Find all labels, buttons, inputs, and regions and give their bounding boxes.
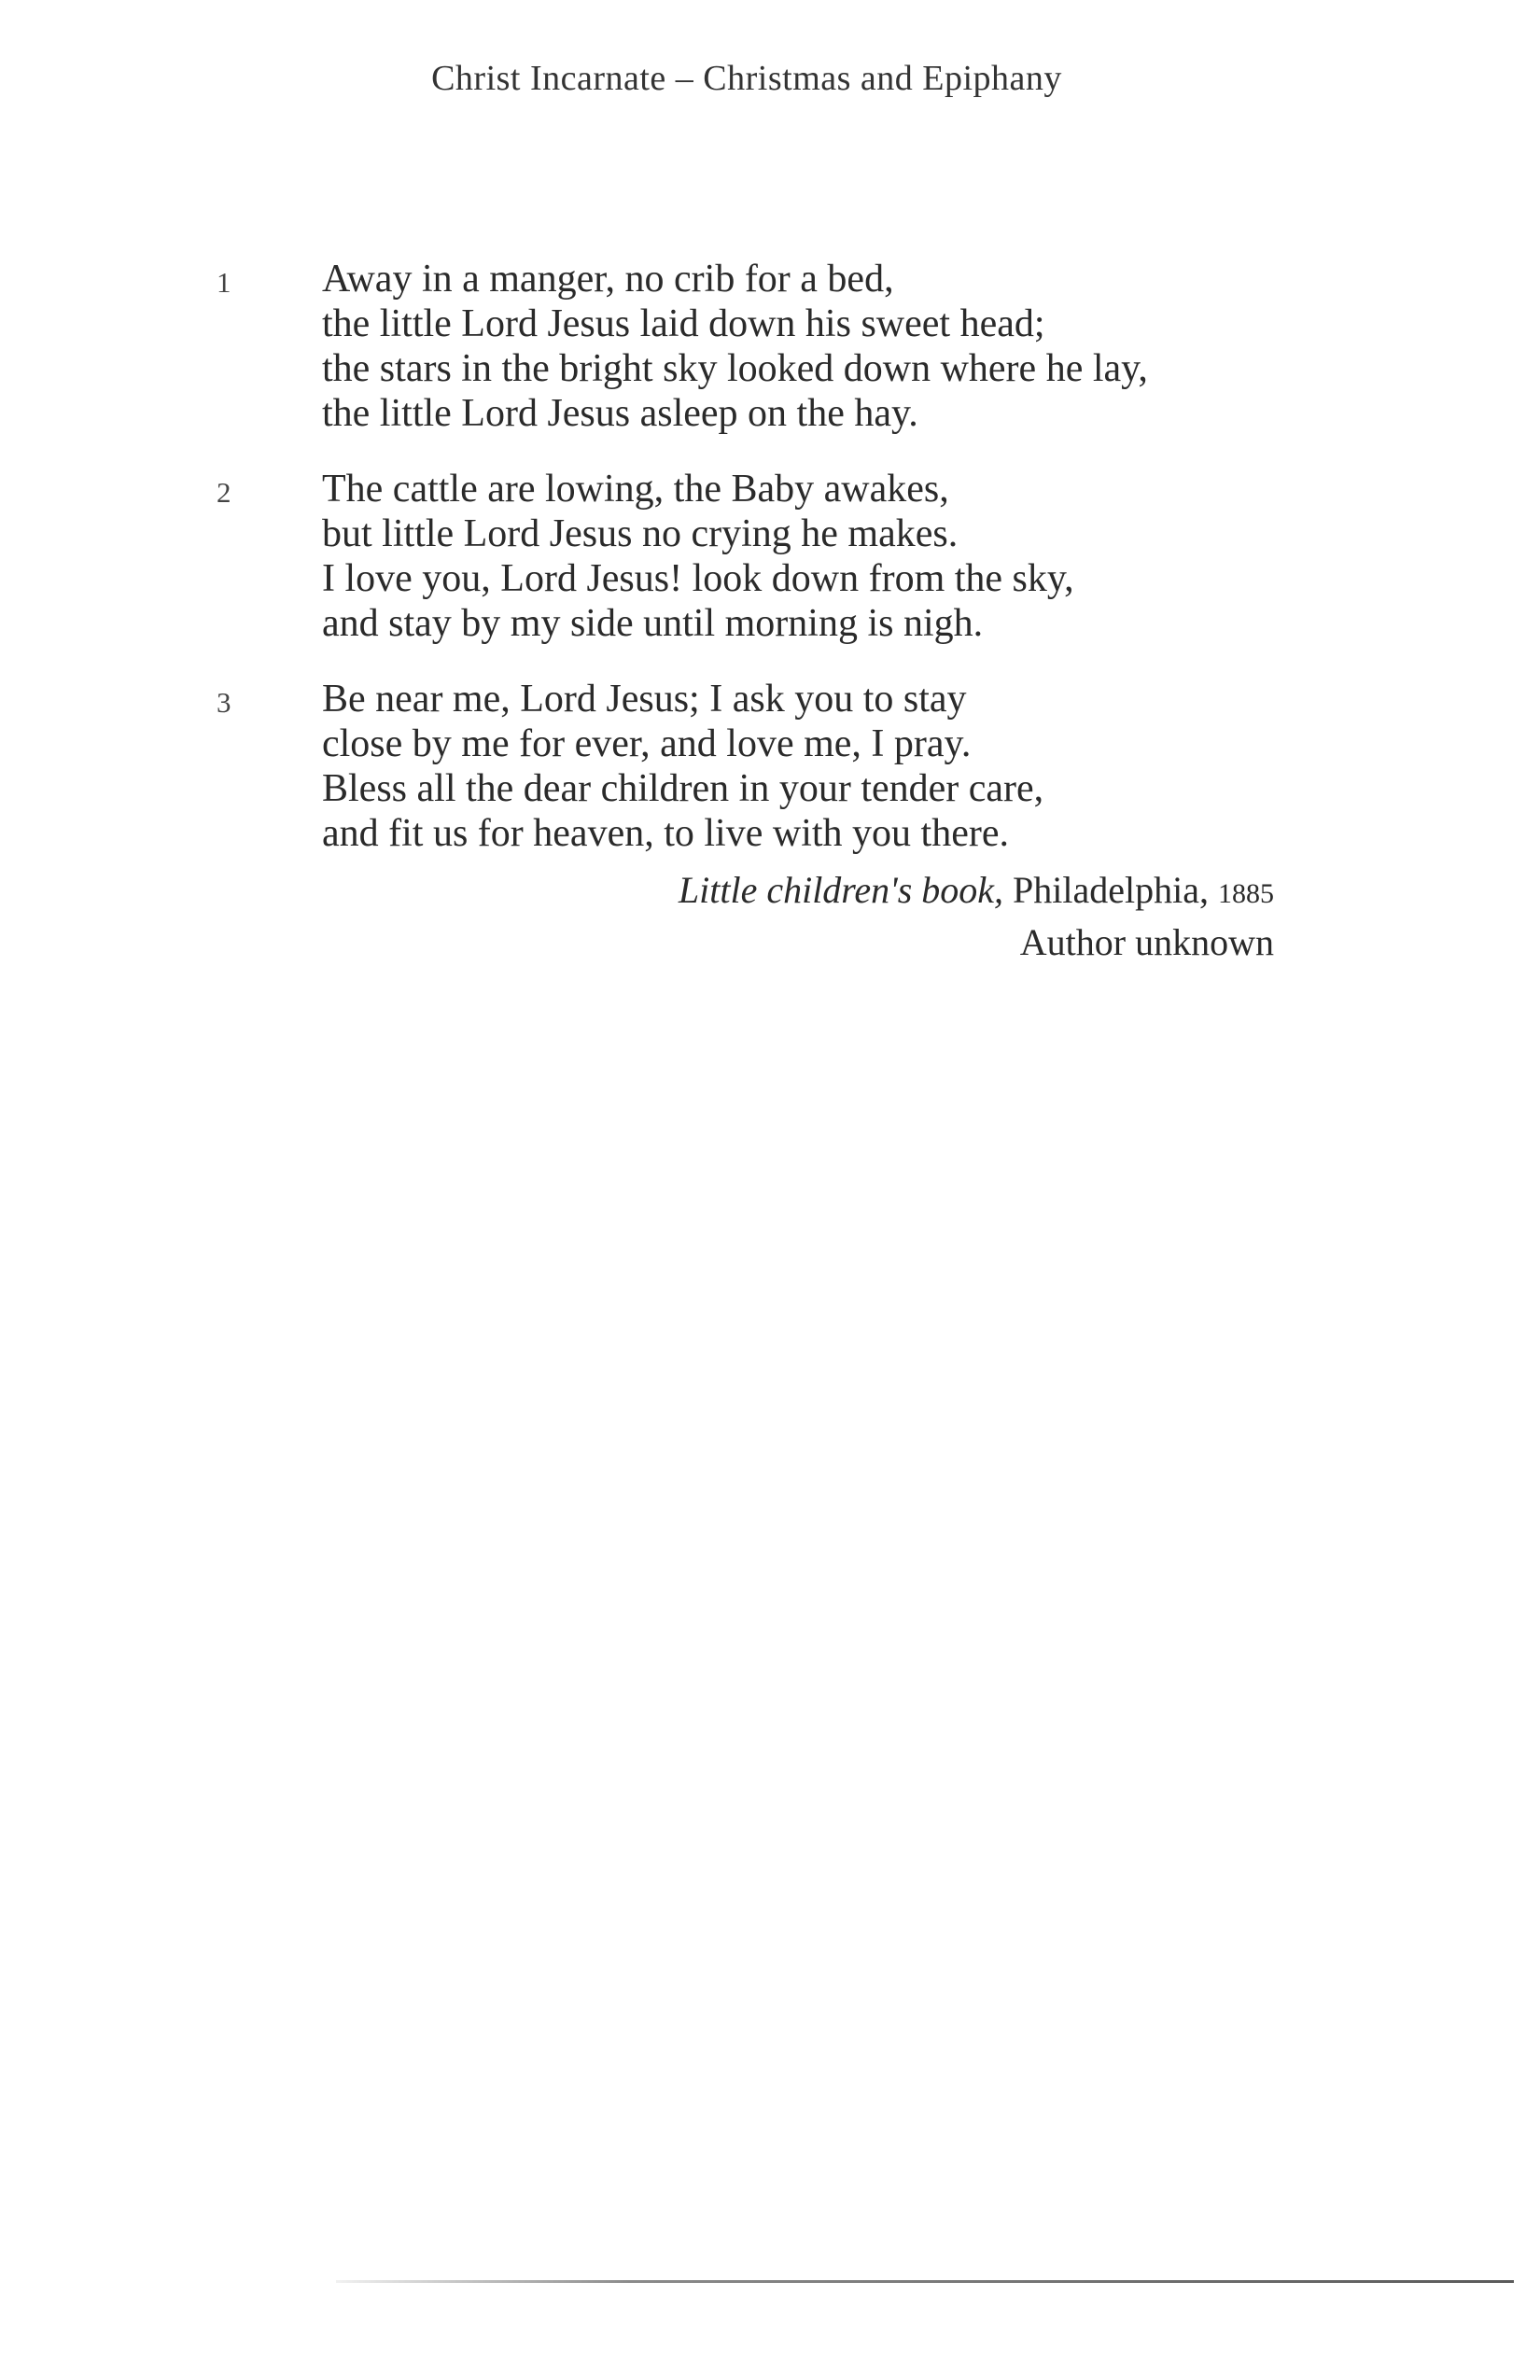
verse-line: The cattle are lowing, the Baby awakes, <box>322 468 949 511</box>
verse-number: 1 <box>217 266 231 299</box>
verse-line: close by me for ever, and love me, I pray. <box>322 722 972 765</box>
verse <box>0 677 1540 856</box>
verse-line: Bless all the dear children in your tender care, <box>322 767 1044 810</box>
verse-line: Be near me, Lord Jesus; I ask you to stay <box>322 678 967 721</box>
verse-number: 3 <box>217 686 231 719</box>
verse-line: the little Lord Jesus asleep on the hay. <box>322 392 918 435</box>
source-year: 1885 <box>1218 878 1274 909</box>
verse-line: and stay by my side until morning is nigh. <box>322 602 984 645</box>
verse-lines <box>322 257 1540 436</box>
verse-lines <box>322 677 1540 856</box>
source-title: Little children's book, <box>678 869 1004 911</box>
verse <box>0 257 1540 436</box>
verse-number: 2 <box>217 476 231 509</box>
hymn-text <box>0 257 1540 887</box>
verse-line: the stars in the bright sky looked down where he lay, <box>322 347 1148 390</box>
verse-line: and fit us for heaven, to live with you there. <box>322 812 1009 855</box>
verse-lines <box>322 467 1540 646</box>
bottom-rule <box>336 2280 1514 2283</box>
verse-line: but little Lord Jesus no crying he makes. <box>322 512 959 555</box>
verse-line: the little Lord Jesus laid down his sweet head; <box>322 302 1045 345</box>
verse <box>0 467 1540 646</box>
verse-line: Away in a manger, no crib for a bed, <box>322 258 894 301</box>
verse-line: I love you, Lord Jesus! look down from the sky, <box>322 557 1074 600</box>
source-place: Philadelphia, <box>1013 869 1209 911</box>
author-line: Author unknown <box>1019 921 1274 963</box>
source-line <box>679 866 1274 918</box>
running-title: Christ Incarnate – Christmas and Epiphany <box>431 59 1062 98</box>
attribution <box>679 866 1274 967</box>
